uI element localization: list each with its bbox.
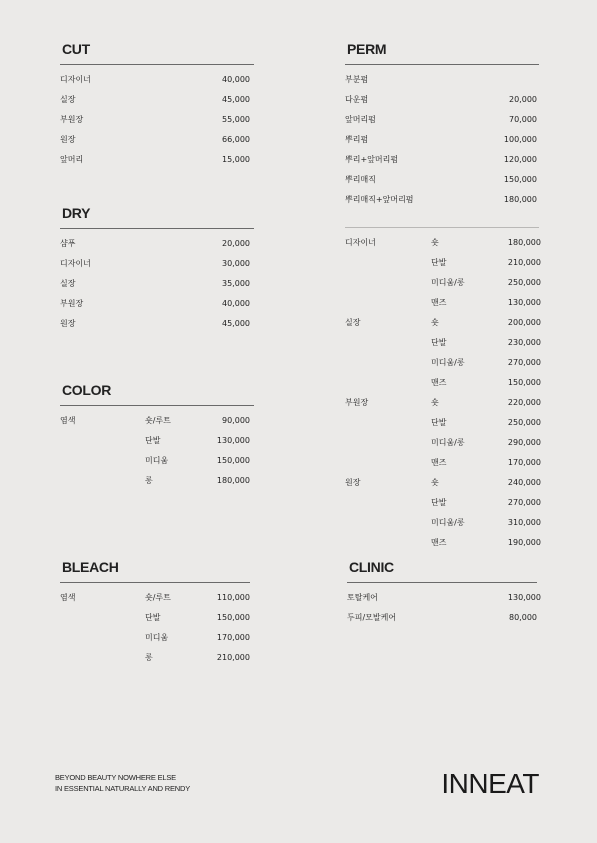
clinic-row — [347, 588, 541, 608]
cut-row-name: 디자이너 — [60, 75, 91, 84]
clinic-row-price: 80,000 — [509, 613, 537, 622]
perm-divider — [345, 64, 539, 65]
dry-rows — [60, 234, 254, 334]
cut-row-price: 66,000 — [222, 135, 250, 144]
perm-staff-row — [345, 533, 541, 553]
bleach-row-price: 170,000 — [216, 633, 250, 642]
dry-row-name: 샴푸 — [60, 239, 76, 248]
clinic-section — [347, 558, 541, 628]
bleach-row — [60, 648, 250, 668]
dry-row — [60, 254, 254, 274]
cut-row — [60, 150, 254, 170]
perm-staff-row — [345, 273, 541, 293]
bleach-row-length: 롱 — [145, 653, 153, 662]
perm-staff-price: 270,000 — [507, 498, 541, 507]
perm-staff-divider — [345, 227, 539, 228]
perm-staff-row — [345, 353, 541, 373]
perm-row-price: 20,000 — [509, 95, 537, 104]
perm-staff-length: 단발 — [431, 418, 447, 427]
perm-staff-row — [345, 333, 541, 353]
cut-row-name: 앞머리 — [60, 155, 84, 164]
perm-row-name: 다운펌 — [345, 95, 369, 104]
bleach-row-length: 단발 — [145, 613, 161, 622]
cut-row — [60, 70, 254, 90]
perm-staff-price: 180,000 — [507, 238, 541, 247]
perm-row-name: 뿌리+앞머리펌 — [345, 155, 399, 164]
perm-staff-row — [345, 293, 541, 313]
cut-section — [60, 40, 254, 170]
dry-row-name: 원장 — [60, 319, 76, 328]
perm-row-price: 70,000 — [509, 115, 537, 124]
clinic-rows — [347, 588, 541, 628]
perm-staff-row — [345, 433, 541, 453]
perm-row-name: 앞머리펌 — [345, 115, 376, 124]
perm-staff-price: 200,000 — [507, 318, 541, 327]
bleach-row-price: 110,000 — [216, 593, 250, 602]
dry-row — [60, 294, 254, 314]
dry-row-price: 30,000 — [222, 259, 250, 268]
color-row-price: 90,000 — [222, 416, 250, 425]
cut-divider — [60, 64, 254, 65]
perm-staff-length: 미디움/롱 — [431, 518, 465, 527]
perm-staff-length: 숏 — [431, 478, 439, 487]
cut-row — [60, 130, 254, 150]
dry-divider — [60, 228, 254, 229]
dry-row-name: 디자이너 — [60, 259, 91, 268]
perm-staff-price: 240,000 — [507, 478, 541, 487]
dry-section — [60, 204, 254, 334]
perm-staff-row — [345, 453, 541, 473]
perm-staff-length: 미디움/롱 — [431, 358, 465, 367]
perm-staff-length: 숏 — [431, 238, 439, 247]
perm-staff-length: 맨즈 — [431, 538, 447, 547]
color-row-length: 숏/루트 — [145, 416, 171, 425]
color-divider — [60, 405, 254, 406]
dry-row — [60, 234, 254, 254]
perm-row-name: 뿌리펌 — [345, 135, 369, 144]
tagline-line-1: BEYOND BEAUTY NOWHERE ELSE — [55, 773, 176, 782]
perm-staff-row — [345, 473, 541, 493]
perm-row-price: 150,000 — [503, 175, 537, 184]
cut-rows — [60, 70, 254, 170]
perm-row — [345, 190, 539, 210]
clinic-row-name: 두피/모발케어 — [347, 613, 397, 622]
perm-staff-row — [345, 233, 541, 253]
perm-staff-row — [345, 393, 541, 413]
perm-row-price: 100,000 — [503, 135, 537, 144]
perm-staff-price: 130,000 — [507, 298, 541, 307]
perm-row-name: 뿌리매직+앞머리펌 — [345, 195, 414, 204]
bleach-row-price: 150,000 — [216, 613, 250, 622]
perm-staff-price: 220,000 — [507, 398, 541, 407]
perm-staff-price: 290,000 — [507, 438, 541, 447]
color-row-length: 단발 — [145, 436, 161, 445]
dry-row-price: 35,000 — [222, 279, 250, 288]
perm-staff-price: 270,000 — [507, 358, 541, 367]
clinic-row-name: 토탈케어 — [347, 593, 378, 602]
clinic-row — [347, 608, 537, 628]
color-row-price: 180,000 — [216, 476, 250, 485]
perm-staff-length: 숏 — [431, 318, 439, 327]
bleach-rows — [60, 588, 250, 668]
color-row-length: 미디움 — [145, 456, 169, 465]
tagline-line-2: IN ESSENTIAL NATURALLY AND RENDY — [55, 784, 191, 793]
cut-row-price: 40,000 — [222, 75, 250, 84]
color-row-length: 롱 — [145, 476, 153, 485]
perm-staff-length: 단발 — [431, 338, 447, 347]
dry-title: DRY — [62, 205, 91, 221]
dry-row-price: 20,000 — [222, 239, 250, 248]
perm-row — [345, 170, 539, 190]
bleach-row-length: 미디움 — [145, 633, 169, 642]
perm-row-name: 뿌리매직 — [345, 175, 376, 184]
perm-staff-length: 단발 — [431, 258, 447, 267]
perm-staff-name: 디자이너 — [345, 238, 376, 247]
perm-staff-price: 250,000 — [507, 418, 541, 427]
color-row-price: 130,000 — [216, 436, 250, 445]
perm-staff-row — [345, 513, 541, 533]
perm-staff-length: 단발 — [431, 498, 447, 507]
perm-staff-name: 원장 — [345, 478, 361, 487]
color-section — [60, 381, 254, 491]
perm-staff-length: 맨즈 — [431, 378, 447, 387]
perm-staff-row — [345, 253, 541, 273]
cut-row — [60, 110, 254, 130]
bleach-row-category: 염색 — [60, 593, 76, 602]
perm-staff-row — [345, 413, 541, 433]
color-row — [60, 451, 254, 471]
perm-staff-length: 미디움/롱 — [431, 438, 465, 447]
clinic-title: CLINIC — [349, 559, 394, 575]
bleach-row — [60, 608, 250, 628]
perm-row — [345, 90, 539, 110]
bleach-row — [60, 628, 250, 648]
perm-staff-price: 150,000 — [507, 378, 541, 387]
perm-row-price: 180,000 — [503, 195, 537, 204]
bleach-section — [60, 558, 250, 668]
perm-row — [345, 150, 539, 170]
color-rows — [60, 411, 254, 491]
dry-row — [60, 314, 254, 334]
brand-logo: INNEAT — [441, 768, 539, 799]
bleach-row-length: 숏/루트 — [145, 593, 171, 602]
perm-staff-price: 250,000 — [507, 278, 541, 287]
perm-row-price: 120,000 — [503, 155, 537, 164]
perm-staff-name: 부원장 — [345, 398, 369, 407]
perm-staff-rows — [345, 233, 541, 553]
perm-staff-length: 미디움/롱 — [431, 278, 465, 287]
cut-title: CUT — [62, 41, 90, 57]
cut-row — [60, 90, 254, 110]
perm-row — [345, 110, 539, 130]
perm-staff-length: 숏 — [431, 398, 439, 407]
perm-staff-price: 310,000 — [507, 518, 541, 527]
dry-row-name: 부원장 — [60, 299, 84, 308]
color-row — [60, 411, 254, 431]
cut-row-name: 원장 — [60, 135, 76, 144]
cut-row-price: 15,000 — [222, 155, 250, 164]
clinic-row-price: 130,000 — [507, 593, 541, 602]
color-row — [60, 471, 254, 491]
clinic-divider — [347, 582, 537, 583]
perm-staff-row — [345, 493, 541, 513]
cut-row-price: 55,000 — [222, 115, 250, 124]
perm-staff-name: 실장 — [345, 318, 361, 327]
perm-staff-row — [345, 313, 541, 333]
bleach-title: BLEACH — [62, 559, 119, 575]
dry-row-name: 실장 — [60, 279, 76, 288]
perm-row — [345, 130, 539, 150]
dry-row-price: 40,000 — [222, 299, 250, 308]
perm-section — [345, 40, 539, 210]
bleach-row — [60, 588, 250, 608]
footer-tagline — [55, 772, 190, 794]
perm-staff-price: 210,000 — [507, 258, 541, 267]
perm-staff-price: 190,000 — [507, 538, 541, 547]
perm-row-name: 부분펌 — [345, 75, 369, 84]
cut-row-price: 45,000 — [222, 95, 250, 104]
color-row-price: 150,000 — [216, 456, 250, 465]
color-row-category: 염색 — [60, 416, 76, 425]
dry-row-price: 45,000 — [222, 319, 250, 328]
perm-staff-price: 170,000 — [507, 458, 541, 467]
perm-rows — [345, 70, 539, 210]
cut-row-name: 부원장 — [60, 115, 84, 124]
perm-staff-price: 230,000 — [507, 338, 541, 347]
perm-staff-length: 맨즈 — [431, 458, 447, 467]
dry-row — [60, 274, 254, 294]
perm-row — [345, 70, 539, 90]
perm-staff-length: 맨즈 — [431, 298, 447, 307]
perm-title: PERM — [347, 41, 387, 57]
color-title: COLOR — [62, 382, 112, 398]
perm-staff-section — [345, 233, 541, 553]
bleach-divider — [60, 582, 250, 583]
bleach-row-price: 210,000 — [216, 653, 250, 662]
cut-row-name: 실장 — [60, 95, 76, 104]
perm-staff-row — [345, 373, 541, 393]
color-row — [60, 431, 254, 451]
